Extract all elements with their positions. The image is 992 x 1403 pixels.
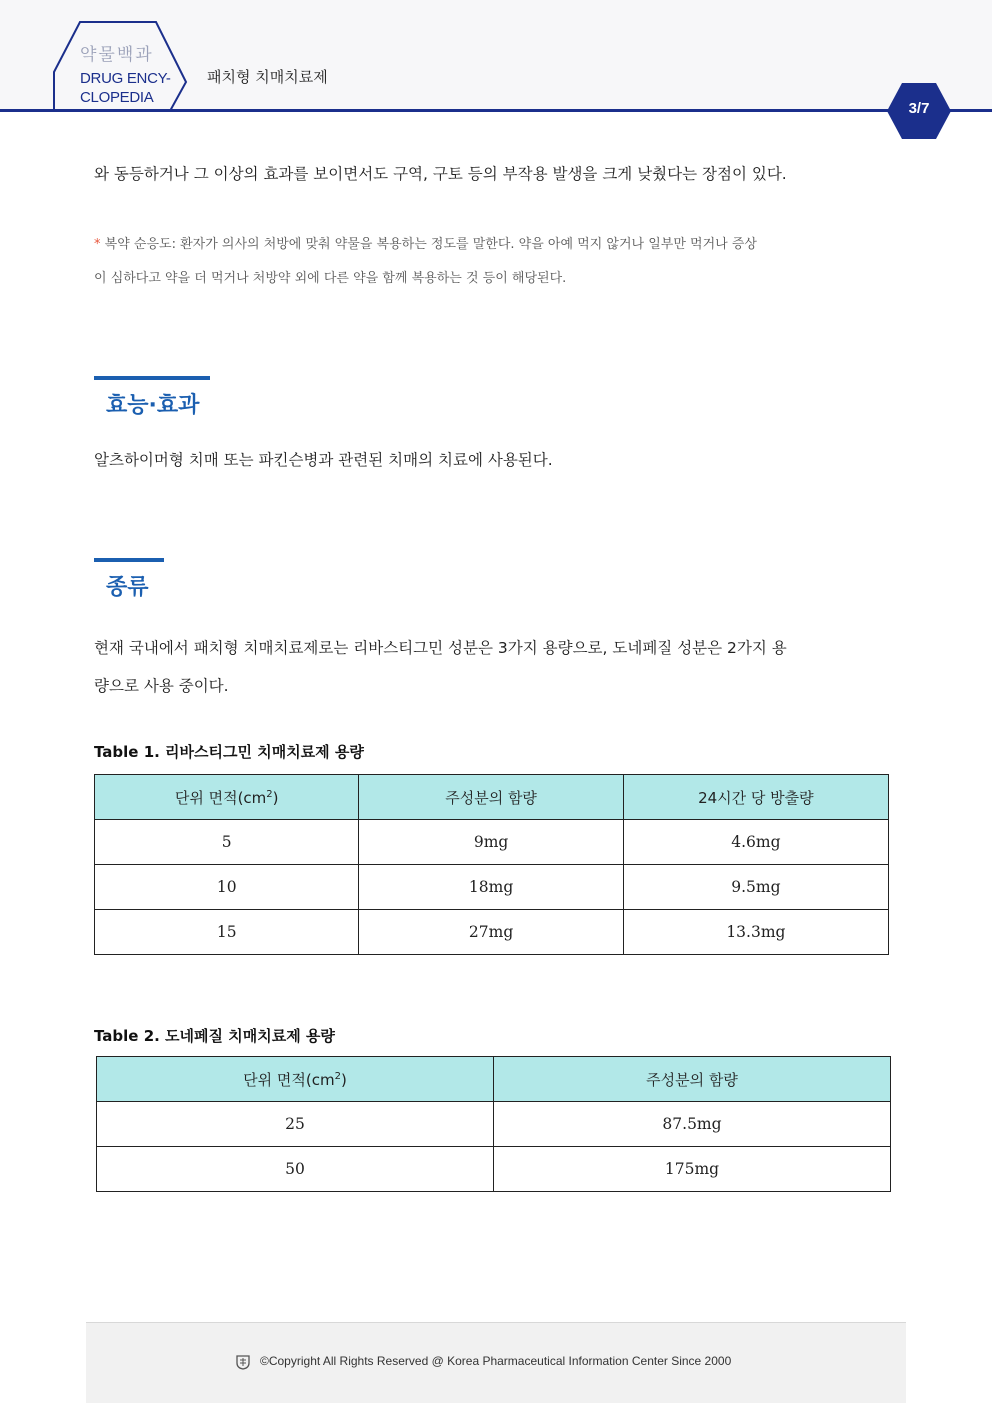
table-row [95, 910, 889, 955]
section-bar-efficacy [94, 376, 210, 380]
section-title-types: 종류 [106, 575, 149, 600]
table-cell: 10 [95, 865, 359, 910]
table-row [95, 865, 889, 910]
section-bar-types [94, 558, 164, 562]
table2-header-area: 단위 면적$(cm^2)$ [97, 1057, 494, 1102]
table-cell: 25 [97, 1102, 494, 1147]
footnote-line-1 [94, 228, 900, 262]
table-row [95, 820, 889, 865]
footnote-star: * [94, 237, 101, 252]
page-indicator: 3/7 [908, 100, 930, 117]
table2-caption: Table 2. 도네페질 치매치료제 용량 [94, 1027, 335, 1045]
table1-header-area: 단위 면적$(cm^2)$ [95, 775, 359, 820]
types-line-2: 량으로 사용 중이다. [94, 677, 229, 695]
table-cell: 50 [97, 1147, 494, 1192]
table2 [96, 1056, 891, 1192]
table-cell: 13.3mg [623, 910, 888, 955]
table-cell: 15 [95, 910, 359, 955]
table-cell: 18mg [359, 865, 623, 910]
table-cell: 175mg [494, 1147, 891, 1192]
crest-icon [235, 1354, 251, 1370]
table1-header-row [95, 775, 889, 820]
table-cell: 27mg [359, 910, 623, 955]
table-cell: 9.5mg [623, 865, 888, 910]
copyright-text: ©Copyright All Rights Reserved @ Korea Pharmaceutical Information Center Since 2000 [260, 1354, 732, 1368]
footnote [94, 228, 900, 296]
table2-header-row [97, 1057, 891, 1102]
footnote-line-2: 이 심하다고 약을 더 먹거나 처방약 외에 다른 약을 함께 복용하는 것 등이 해당된다. [94, 271, 567, 286]
table1-header-release: 24시간 당 방출량 [623, 775, 888, 820]
logo-korean: 약물백과 [80, 45, 154, 65]
table-cell: 5 [95, 820, 359, 865]
footnote-text-1: 복약 순응도: 환자가 의사의 처방에 맞춰 약물을 복용하는 정도를 말한다. 약을 아예 먹지 않거나 일부만 먹거나 증상 [104, 237, 757, 252]
table-row [97, 1147, 891, 1192]
table-row [97, 1102, 891, 1147]
table2-header-content: 주성분의 함량 [494, 1057, 891, 1102]
types-paragraph [94, 629, 898, 705]
section-title-efficacy: 효능·효과 [106, 393, 200, 418]
types-line-1: 현재 국내에서 패치형 치매치료제로는 리바스티그민 성분은 3가지 용량으로, 도네페질 성분은 2가지 용 [94, 639, 787, 657]
table-cell: 9mg [359, 820, 623, 865]
table1-header-content: 주성분의 함량 [359, 775, 623, 820]
table-cell: 87.5mg [494, 1102, 891, 1147]
efficacy-paragraph: 알츠하이머형 치매 또는 파킨슨병과 관련된 치매의 치료에 사용된다. [94, 451, 553, 469]
table-cell: 4.6mg [623, 820, 888, 865]
table1 [94, 774, 889, 955]
table1-caption: Table 1. 리바스티그민 치매치료제 용량 [94, 743, 364, 761]
logo [80, 40, 180, 107]
logo-english-line1: DRUG ENCY- [80, 70, 171, 87]
document-title: 패치형 치매치료제 [207, 68, 328, 86]
header-divider [0, 109, 992, 112]
continued-paragraph: 와 동등하거나 그 이상의 효과를 보이면서도 구역, 구토 등의 부작용 발생을 크게 낮췄다는 장점이 있다. [94, 165, 787, 183]
logo-english-line2: CLOPEDIA [80, 89, 154, 106]
